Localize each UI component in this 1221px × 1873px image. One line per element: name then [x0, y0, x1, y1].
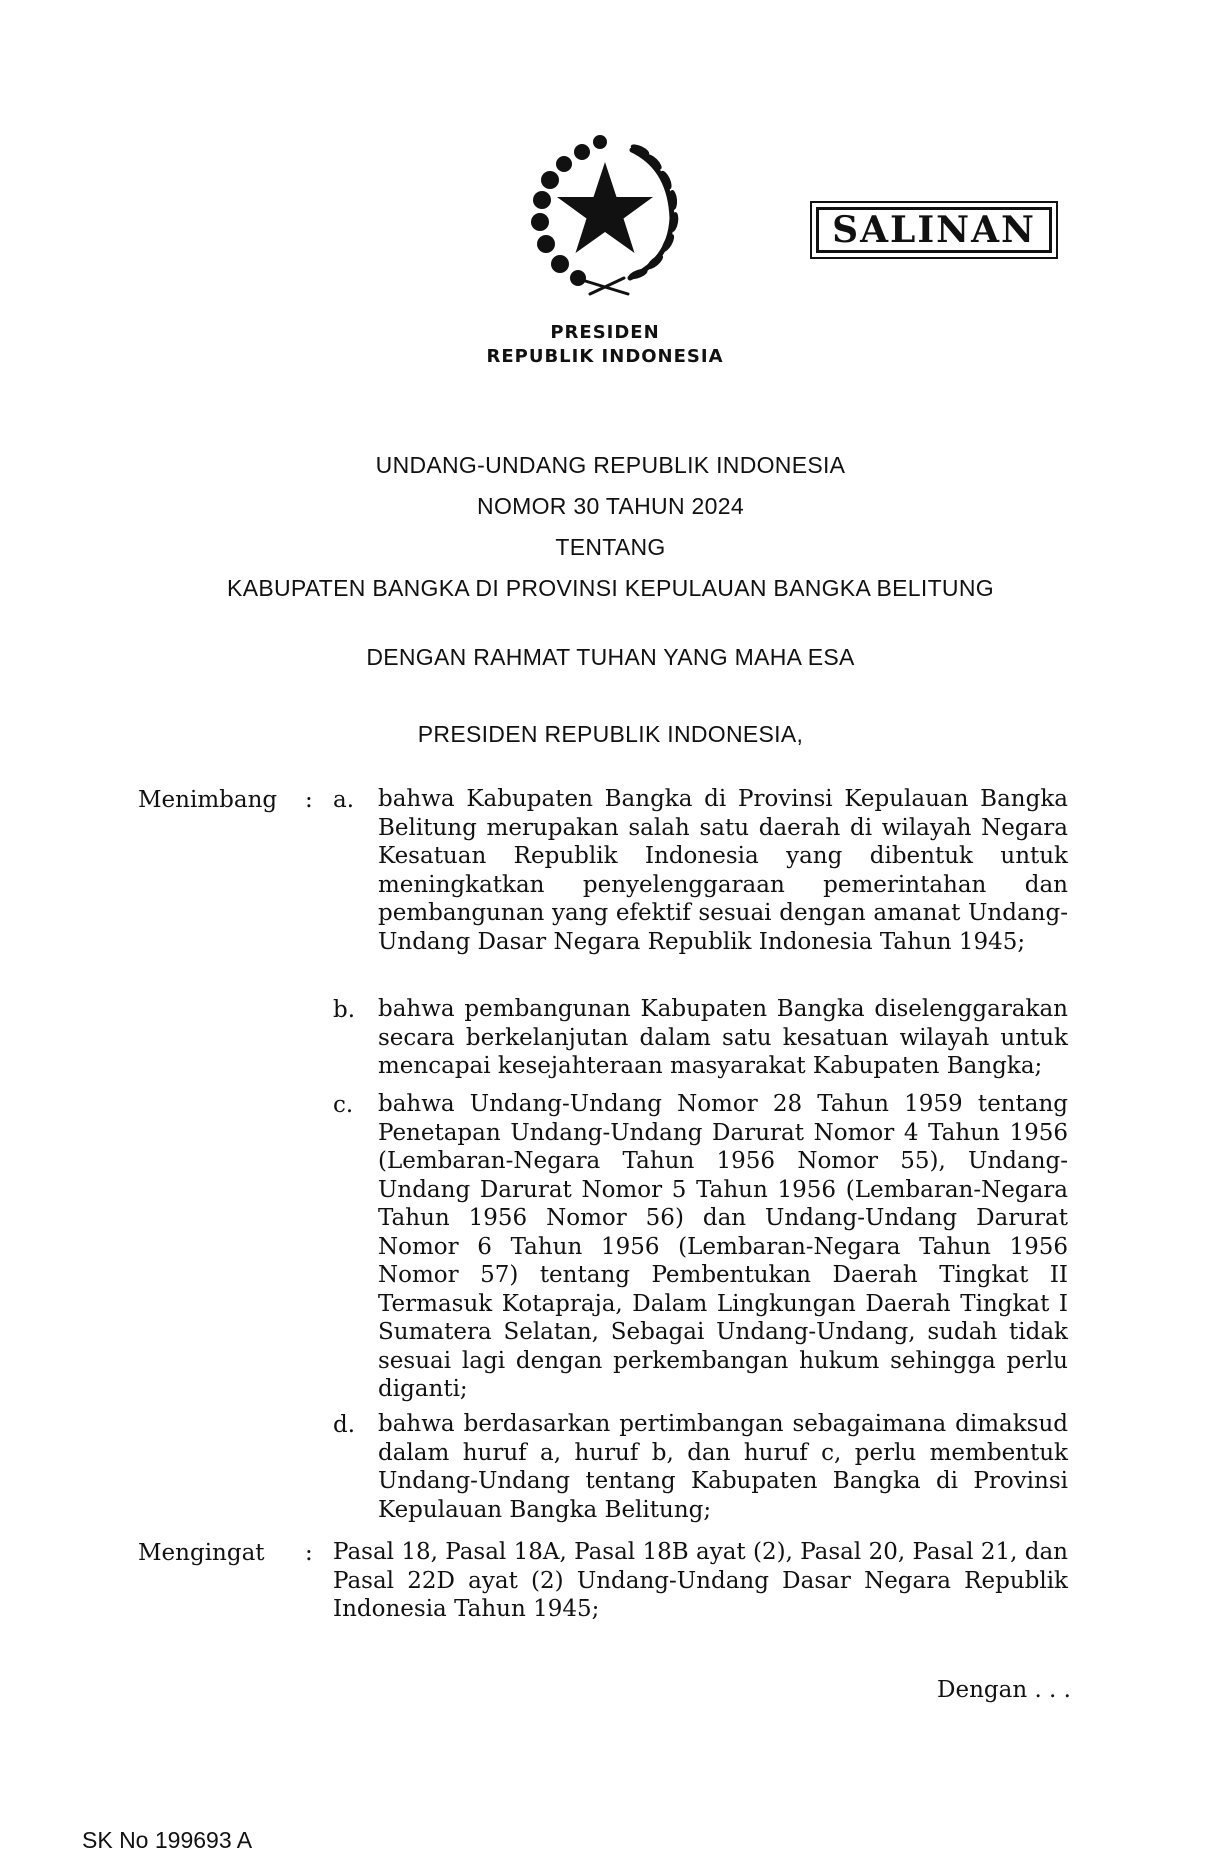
president-label: PRESIDEN [550, 322, 660, 343]
presidential-emblem-icon [520, 128, 690, 296]
republic-label: REPUBLIK INDONESIA [486, 346, 724, 367]
menimbang-label: Menimbang [138, 787, 278, 813]
mengingat-text: Pasal 18, Pasal 18A, Pasal 18B ayat (2), Pasal 20, Pasal 21, dan Pasal 22D ayat (2) Undang-Undang Dasar Negara Republik Indonesia Tahun 1945; [333, 1539, 1068, 1622]
law-subject: KABUPATEN BANGKA DI PROVINSI KEPULAUAN BANGKA BELITUNG [227, 575, 994, 601]
menimbang-item-text: bahwa Kabupaten Bangka di Provinsi Kepulauan Bangka Belitung merupakan salah satu daerah di wilayah Negara Kesatuan Republik Indonesia yang dibentuk untuk meningkatkan penyelenggaraan pemerintahan dan pembangunan yang efektif sesuai dengan amanat Undang-Undang Dasar Negara Republik Indonesia Tahun 1945; [378, 786, 1068, 955]
menimbang-item-text: bahwa pembangunan Kabupaten Bangka diselenggarakan secara berkelanjutan dalam satu kesatuan wilayah untuk mencapai kesejahteraan masyarakat Kabupaten Bangka; [378, 996, 1068, 1079]
mengingat-colon: : [305, 1540, 313, 1566]
president-heading: PRESIDEN REPUBLIK INDONESIA, [417, 721, 804, 747]
menimbang-colon: : [305, 787, 313, 813]
salinan-stamp [810, 201, 1058, 259]
menimbang-item-text: bahwa Undang-Undang Nomor 28 Tahun 1959 tentang Penetapan Undang-Undang Darurat Nomor 4 Tahun 1956 (Lembaran-Negara Tahun 1956 Nomor 55), Undang-Undang Darurat Nomor 5 Tahun 1956 (Lembaran-Negara Tahun 1956 Nomor 56) dan Undang-Undang Darurat Nomor 6 Tahun 1956 (Lembaran-Negara Tahun 1956 Nomor 57) tentang Pembentukan Daerah Tingkat II Termasuk Kotapraja, Dalam Lingkungan Daerah Tingkat I Sumatera Selatan, Sebagai Undang-Undang, sudah tidak sesuai lagi dengan perkembangan hukum sehingga perlu diganti; [378, 1091, 1068, 1402]
menimbang-item-letter: a. [333, 787, 355, 813]
law-title: UNDANG-UNDANG REPUBLIK INDONESIA [375, 452, 846, 478]
menimbang-item-letter: b. [333, 997, 356, 1023]
blessing-line: DENGAN RAHMAT TUHAN YANG MAHA ESA [366, 644, 855, 670]
menimbang-item-letter: d. [333, 1412, 356, 1438]
mengingat-label: Mengingat [138, 1540, 265, 1566]
menimbang-item-text: bahwa berdasarkan pertimbangan sebagaimana dimaksud dalam huruf a, huruf b, dan huruf c, perlu membentuk Undang-Undang tentang Kabupaten Bangka di Provinsi Kepulauan Bangka Belitung; [378, 1411, 1068, 1523]
salinan-label: SALINAN [816, 207, 1052, 253]
page-continuation: Dengan . . . [937, 1677, 1071, 1703]
document-code: SK No 199693 A [82, 1827, 253, 1853]
law-number: NOMOR 30 TAHUN 2024 [477, 493, 744, 519]
law-tentang: TENTANG [555, 534, 666, 560]
menimbang-item-letter: c. [333, 1092, 354, 1118]
